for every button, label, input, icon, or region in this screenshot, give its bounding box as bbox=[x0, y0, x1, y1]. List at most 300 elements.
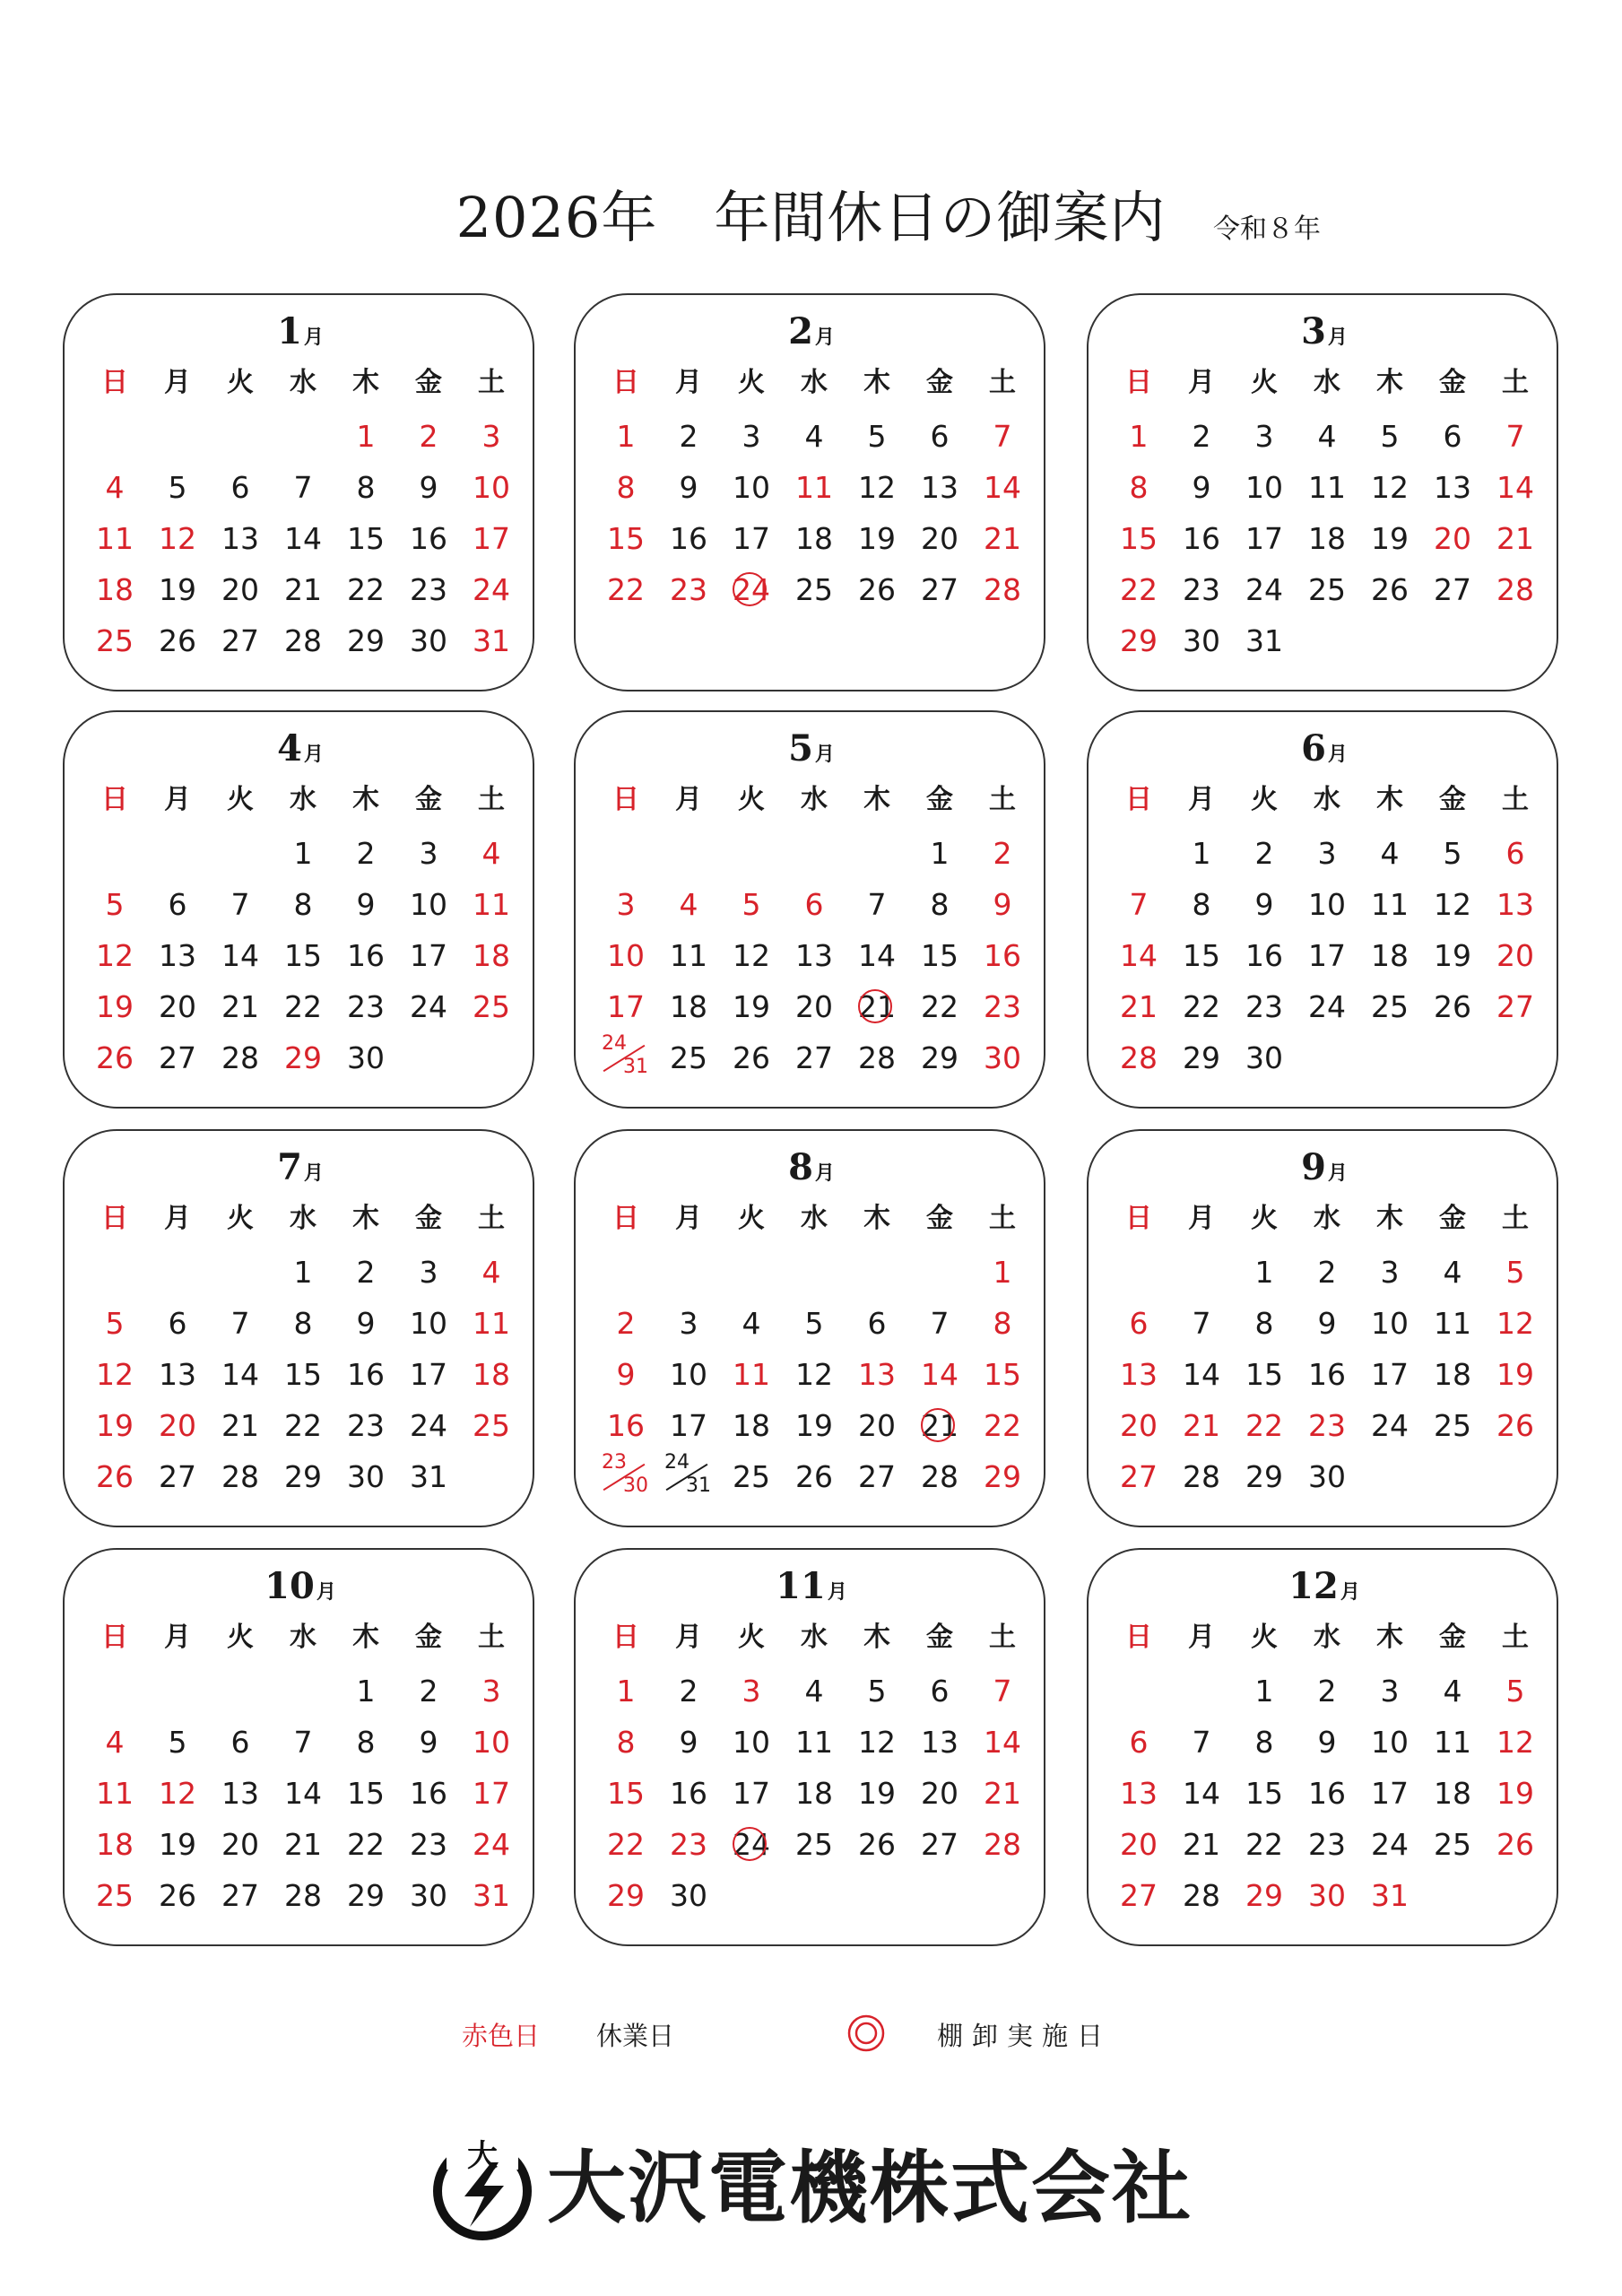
day-cell bbox=[460, 985, 523, 1030]
weekday-label: 火 bbox=[1251, 367, 1278, 398]
day-number: 22 bbox=[1245, 1827, 1283, 1862]
day-cell bbox=[657, 883, 720, 927]
day-cell bbox=[594, 414, 657, 459]
day-number: 20 bbox=[221, 572, 259, 607]
day-number: 4 bbox=[804, 1674, 824, 1709]
day-cell bbox=[272, 568, 334, 613]
day-cell bbox=[460, 1822, 523, 1867]
day-cell bbox=[397, 1455, 460, 1500]
month-suffix: 月 bbox=[1327, 326, 1348, 349]
weekday-header bbox=[83, 1620, 523, 1656]
day-number: 1 bbox=[1254, 1674, 1274, 1709]
day-cell bbox=[146, 883, 209, 927]
day-number: 8 bbox=[1192, 887, 1211, 922]
weekday-label: 金 bbox=[1439, 367, 1466, 398]
day-cell bbox=[1107, 1352, 1170, 1397]
day-number: 22 bbox=[1120, 572, 1158, 607]
day-cell bbox=[720, 985, 783, 1030]
day-number: 21 bbox=[1496, 521, 1534, 556]
day-number: 19 bbox=[858, 521, 896, 556]
weekday-label: 水 bbox=[801, 1622, 828, 1653]
day-number: 14 bbox=[221, 1357, 259, 1392]
day-number: 16 bbox=[1308, 1357, 1346, 1392]
day-cell bbox=[1170, 831, 1233, 876]
page-title: 2026年 年間休日の御案内 bbox=[455, 185, 1167, 250]
day-cell bbox=[1170, 619, 1233, 664]
day-number: 9 bbox=[616, 1357, 636, 1392]
day-number: 18 bbox=[96, 1827, 134, 1862]
weekday-header bbox=[1107, 782, 1547, 818]
day-number: 5 bbox=[168, 470, 187, 505]
weekday-label: 木 bbox=[1376, 784, 1403, 815]
day-cell bbox=[397, 1301, 460, 1346]
day-number: 3 bbox=[481, 1674, 501, 1709]
day-number: 13 bbox=[1120, 1776, 1158, 1811]
day-number: 22 bbox=[607, 1827, 645, 1862]
day-cell bbox=[1233, 568, 1296, 613]
day-number: 28 bbox=[1183, 1878, 1220, 1913]
day-cell bbox=[783, 414, 846, 459]
day-number: 5 bbox=[867, 1674, 887, 1709]
day-cell bbox=[334, 568, 397, 613]
company-footer bbox=[0, 2130, 1622, 2247]
day-number: 2 bbox=[419, 419, 438, 454]
day-cell bbox=[1296, 831, 1358, 876]
day-number: 7 bbox=[930, 1306, 950, 1341]
day-number: 25 bbox=[670, 1040, 707, 1075]
day-number: 4 bbox=[1380, 836, 1400, 871]
day-number: 6 bbox=[804, 887, 824, 922]
day-cell bbox=[846, 1822, 908, 1867]
day-number: 5 bbox=[168, 1725, 187, 1760]
day-cell bbox=[1107, 517, 1170, 561]
weekday-label: 月 bbox=[164, 367, 191, 398]
day-number: 29 bbox=[347, 623, 385, 658]
day-cell bbox=[846, 1669, 908, 1714]
day-number: 30 bbox=[410, 623, 447, 658]
day-number: 24 bbox=[410, 1408, 447, 1443]
day-cell bbox=[1107, 568, 1170, 613]
day-cell bbox=[83, 1720, 146, 1765]
day-cell bbox=[272, 1352, 334, 1397]
day-number: 31 bbox=[473, 1878, 510, 1913]
day-number: 9 bbox=[679, 470, 698, 505]
day-number: 2 bbox=[356, 836, 376, 871]
day-number: 13 bbox=[858, 1357, 896, 1392]
day-number: 25 bbox=[473, 989, 510, 1024]
day-cell bbox=[146, 1352, 209, 1397]
day-number: 20 bbox=[921, 1776, 958, 1811]
day-number: 23 bbox=[984, 989, 1021, 1024]
day-number: 23 bbox=[670, 1827, 707, 1862]
day-cell bbox=[1421, 1822, 1484, 1867]
day-cell bbox=[783, 1720, 846, 1765]
day-number: 29 bbox=[284, 1040, 322, 1075]
day-number: 18 bbox=[473, 1357, 510, 1392]
day-number: 27 bbox=[159, 1040, 196, 1075]
day-number: 30 bbox=[984, 1040, 1021, 1075]
day-number: 16 bbox=[670, 521, 707, 556]
day-cell bbox=[1107, 414, 1170, 459]
day-cell bbox=[783, 465, 846, 510]
day-cell bbox=[657, 414, 720, 459]
day-cell bbox=[1358, 1352, 1421, 1397]
day-number: 24 bbox=[1308, 989, 1346, 1024]
day-number: 26 bbox=[159, 623, 196, 658]
day-number: 10 bbox=[1245, 470, 1283, 505]
day-cell bbox=[908, 1822, 971, 1867]
split-day-upper: 23 bbox=[602, 1451, 627, 1474]
day-number: 29 bbox=[921, 1040, 958, 1075]
day-number: 19 bbox=[159, 572, 196, 607]
day-cell bbox=[1170, 568, 1233, 613]
day-cell bbox=[1107, 1771, 1170, 1816]
day-cell bbox=[1170, 1036, 1233, 1081]
day-cell bbox=[460, 414, 523, 459]
legend-inventory-text: 棚卸実施日 bbox=[937, 2021, 1113, 2051]
day-number: 10 bbox=[607, 938, 645, 973]
day-number: 11 bbox=[795, 470, 833, 505]
day-number: 23 bbox=[1183, 572, 1220, 607]
day-number: 28 bbox=[221, 1040, 259, 1075]
day-number: 4 bbox=[481, 836, 501, 871]
day-number: 3 bbox=[1380, 1674, 1400, 1709]
day-number: 8 bbox=[1254, 1725, 1274, 1760]
day-number: 14 bbox=[984, 470, 1021, 505]
day-number: 24 bbox=[1245, 572, 1283, 607]
weekday-label: 水 bbox=[801, 1203, 828, 1234]
day-number: 4 bbox=[1443, 1674, 1462, 1709]
day-number: 13 bbox=[1120, 1357, 1158, 1392]
day-number: 18 bbox=[795, 521, 833, 556]
day-number: 3 bbox=[481, 419, 501, 454]
day-cell bbox=[334, 1720, 397, 1765]
day-number: 27 bbox=[221, 623, 259, 658]
day-number: 13 bbox=[795, 938, 833, 973]
day-cell bbox=[1421, 414, 1484, 459]
day-cell bbox=[83, 1352, 146, 1397]
inventory-day-cell bbox=[720, 1822, 783, 1867]
day-cell bbox=[1358, 414, 1421, 459]
day-number: 31 bbox=[1245, 623, 1283, 658]
day-number: 25 bbox=[733, 1459, 770, 1494]
day-cell bbox=[272, 1455, 334, 1500]
day-number: 8 bbox=[356, 1725, 376, 1760]
day-cell bbox=[1296, 985, 1358, 1030]
month-number: 11 bbox=[776, 1565, 826, 1607]
day-cell bbox=[657, 934, 720, 978]
day-cell bbox=[657, 517, 720, 561]
day-cell bbox=[460, 619, 523, 664]
weekday-label: 木 bbox=[352, 367, 379, 398]
weekday-label: 日 bbox=[1125, 784, 1152, 815]
day-cell bbox=[397, 1352, 460, 1397]
day-cell bbox=[397, 619, 460, 664]
day-number: 12 bbox=[1496, 1306, 1534, 1341]
day-number: 21 bbox=[1183, 1827, 1220, 1862]
day-number: 18 bbox=[1308, 521, 1346, 556]
day-cell bbox=[1484, 831, 1547, 876]
day-number: 29 bbox=[284, 1459, 322, 1494]
day-number: 22 bbox=[284, 989, 322, 1024]
day-number: 6 bbox=[867, 1306, 887, 1341]
day-number: 18 bbox=[795, 1776, 833, 1811]
weekday-label: 日 bbox=[101, 367, 128, 398]
day-number: 23 bbox=[1308, 1408, 1346, 1443]
day-number: 9 bbox=[356, 887, 376, 922]
day-number: 15 bbox=[1120, 521, 1158, 556]
weekday-label: 火 bbox=[1251, 784, 1278, 815]
day-number: 28 bbox=[984, 572, 1021, 607]
day-number: 18 bbox=[1434, 1357, 1471, 1392]
day-cell bbox=[209, 568, 272, 613]
day-number: 28 bbox=[921, 1459, 958, 1494]
month-card bbox=[574, 293, 1045, 691]
day-number: 9 bbox=[1254, 887, 1274, 922]
month-suffix: 月 bbox=[303, 326, 324, 349]
day-number: 2 bbox=[1317, 1255, 1337, 1290]
day-cell bbox=[272, 1822, 334, 1867]
day-cell bbox=[209, 1036, 272, 1081]
day-number: 20 bbox=[858, 1408, 896, 1443]
day-number: 9 bbox=[1317, 1725, 1337, 1760]
day-number: 19 bbox=[795, 1408, 833, 1443]
day-cell bbox=[1484, 1822, 1547, 1867]
day-number: 21 bbox=[1183, 1408, 1220, 1443]
day-cell bbox=[146, 934, 209, 978]
day-cell bbox=[1170, 517, 1233, 561]
day-number: 18 bbox=[473, 938, 510, 973]
weekday-label: 金 bbox=[926, 784, 953, 815]
day-number: 9 bbox=[419, 470, 438, 505]
day-cell bbox=[1233, 985, 1296, 1030]
weekday-header bbox=[1107, 365, 1547, 401]
day-cell bbox=[1296, 414, 1358, 459]
day-number: 17 bbox=[733, 521, 770, 556]
day-cell bbox=[908, 1669, 971, 1714]
weekday-label: 水 bbox=[1314, 784, 1340, 815]
day-number: 15 bbox=[1183, 938, 1220, 973]
day-cell bbox=[272, 934, 334, 978]
day-number: 9 bbox=[993, 887, 1012, 922]
day-cell bbox=[1358, 1771, 1421, 1816]
month-title bbox=[576, 1145, 1047, 1196]
day-cell bbox=[1421, 1669, 1484, 1714]
day-cell bbox=[146, 1036, 209, 1081]
day-cell bbox=[1296, 1822, 1358, 1867]
day-cell bbox=[83, 619, 146, 664]
day-cell bbox=[720, 517, 783, 561]
month-title bbox=[1089, 1564, 1560, 1614]
day-number: 2 bbox=[679, 419, 698, 454]
weekday-label: 木 bbox=[1376, 1622, 1403, 1653]
weekday-label: 土 bbox=[989, 367, 1016, 398]
month-number: 12 bbox=[1288, 1565, 1339, 1607]
month-suffix: 月 bbox=[316, 1580, 336, 1604]
day-cell bbox=[1296, 568, 1358, 613]
day-cell bbox=[1107, 1822, 1170, 1867]
day-cell bbox=[846, 1720, 908, 1765]
day-cell bbox=[397, 568, 460, 613]
month-card bbox=[63, 1129, 534, 1527]
day-cell bbox=[83, 883, 146, 927]
day-number: 27 bbox=[1496, 989, 1534, 1024]
day-number: 12 bbox=[159, 1776, 196, 1811]
month-title bbox=[576, 1564, 1047, 1614]
day-number: 11 bbox=[733, 1357, 770, 1392]
day-number: 11 bbox=[96, 1776, 134, 1811]
weekday-label: 水 bbox=[290, 367, 317, 398]
day-cell bbox=[1484, 883, 1547, 927]
day-cell bbox=[209, 619, 272, 664]
day-cell bbox=[971, 465, 1034, 510]
day-cell bbox=[1421, 517, 1484, 561]
day-cell bbox=[594, 465, 657, 510]
day-number: 7 bbox=[993, 419, 1012, 454]
day-number: 14 bbox=[221, 938, 259, 973]
day-cell bbox=[460, 1352, 523, 1397]
day-number: 15 bbox=[1245, 1776, 1283, 1811]
day-cell bbox=[657, 1404, 720, 1448]
day-cell bbox=[272, 465, 334, 510]
day-cell bbox=[594, 1720, 657, 1765]
day-number: 9 bbox=[356, 1306, 376, 1341]
day-number: 6 bbox=[230, 470, 250, 505]
day-number: 25 bbox=[1434, 1408, 1471, 1443]
day-number: 5 bbox=[105, 1306, 125, 1341]
day-number: 26 bbox=[733, 1040, 770, 1075]
weekday-label: 土 bbox=[478, 367, 505, 398]
day-cell bbox=[1233, 619, 1296, 664]
day-number: 12 bbox=[733, 938, 770, 973]
day-number: 4 bbox=[481, 1255, 501, 1290]
day-number: 26 bbox=[858, 1827, 896, 1862]
day-cell bbox=[334, 1301, 397, 1346]
day-cell bbox=[209, 1720, 272, 1765]
day-cell bbox=[908, 934, 971, 978]
day-number: 12 bbox=[96, 1357, 134, 1392]
day-number: 1 bbox=[993, 1255, 1012, 1290]
weekday-label: 木 bbox=[1376, 1203, 1403, 1234]
weekday-label: 水 bbox=[290, 1203, 317, 1234]
day-number: 9 bbox=[419, 1725, 438, 1760]
weekday-label: 金 bbox=[1439, 1203, 1466, 1234]
day-cell bbox=[657, 1771, 720, 1816]
day-number: 12 bbox=[795, 1357, 833, 1392]
weekday-label: 日 bbox=[612, 1203, 639, 1234]
weekday-label: 木 bbox=[863, 367, 890, 398]
day-cell bbox=[846, 1771, 908, 1816]
day-number: 17 bbox=[410, 938, 447, 973]
day-number: 26 bbox=[795, 1459, 833, 1494]
weekday-label: 日 bbox=[612, 784, 639, 815]
day-cell bbox=[1233, 1352, 1296, 1397]
weekday-label: 金 bbox=[415, 367, 442, 398]
day-cell bbox=[1107, 1874, 1170, 1918]
day-number: 4 bbox=[804, 419, 824, 454]
day-number: 21 bbox=[921, 1408, 958, 1443]
month-card bbox=[574, 1129, 1045, 1527]
day-number: 9 bbox=[1317, 1306, 1337, 1341]
day-number: 21 bbox=[858, 989, 896, 1024]
weekday-label: 月 bbox=[1188, 367, 1215, 398]
day-cell bbox=[720, 934, 783, 978]
day-number: 22 bbox=[921, 989, 958, 1024]
day-cell bbox=[334, 465, 397, 510]
day-number: 27 bbox=[221, 1878, 259, 1913]
weekday-label: 土 bbox=[1502, 367, 1529, 398]
day-number: 3 bbox=[1254, 419, 1274, 454]
weekday-label: 金 bbox=[926, 1622, 953, 1653]
day-cell bbox=[657, 985, 720, 1030]
day-cell bbox=[1233, 934, 1296, 978]
weekday-label: 月 bbox=[1188, 784, 1215, 815]
day-number: 26 bbox=[858, 572, 896, 607]
day-number: 10 bbox=[473, 1725, 510, 1760]
day-number: 5 bbox=[804, 1306, 824, 1341]
day-cell bbox=[971, 1036, 1034, 1081]
weekday-label: 木 bbox=[1376, 367, 1403, 398]
day-cell bbox=[783, 1455, 846, 1500]
weekday-label: 日 bbox=[612, 1622, 639, 1653]
day-cell bbox=[846, 414, 908, 459]
month-suffix: 月 bbox=[303, 1161, 324, 1185]
legend-holiday-text: 休業日 bbox=[596, 2021, 675, 2051]
day-number: 28 bbox=[284, 1878, 322, 1913]
day-cell bbox=[460, 934, 523, 978]
day-cell bbox=[1296, 1352, 1358, 1397]
day-cell bbox=[397, 1404, 460, 1448]
day-cell bbox=[1107, 619, 1170, 664]
day-number: 20 bbox=[1120, 1408, 1158, 1443]
day-cell bbox=[1421, 883, 1484, 927]
day-cell bbox=[594, 985, 657, 1030]
day-cell bbox=[272, 1250, 334, 1295]
day-number: 2 bbox=[1317, 1674, 1337, 1709]
day-cell bbox=[397, 465, 460, 510]
day-cell bbox=[971, 1455, 1034, 1500]
day-cell bbox=[971, 1669, 1034, 1714]
month-suffix: 月 bbox=[303, 743, 324, 766]
day-cell bbox=[460, 831, 523, 876]
day-cell bbox=[460, 1301, 523, 1346]
day-number: 29 bbox=[984, 1459, 1021, 1494]
day-cell bbox=[1484, 517, 1547, 561]
weekday-label: 水 bbox=[1314, 1203, 1340, 1234]
day-number: 1 bbox=[356, 1674, 376, 1709]
day-number: 24 bbox=[1371, 1408, 1409, 1443]
month-number: 1 bbox=[277, 310, 302, 352]
day-cell bbox=[594, 1301, 657, 1346]
day-cell bbox=[1296, 1669, 1358, 1714]
day-number: 25 bbox=[1308, 572, 1346, 607]
day-cell bbox=[908, 883, 971, 927]
day-number: 12 bbox=[858, 1725, 896, 1760]
day-cell bbox=[272, 1404, 334, 1448]
weekday-label: 月 bbox=[675, 1622, 702, 1653]
day-cell bbox=[594, 1822, 657, 1867]
day-cell bbox=[1358, 1404, 1421, 1448]
day-cell bbox=[1170, 1720, 1233, 1765]
day-cell bbox=[334, 1352, 397, 1397]
day-cell bbox=[1358, 517, 1421, 561]
day-number: 15 bbox=[284, 1357, 322, 1392]
weekday-label: 木 bbox=[863, 1203, 890, 1234]
day-number: 6 bbox=[930, 1674, 950, 1709]
day-cell bbox=[1358, 831, 1421, 876]
day-cell bbox=[1296, 1404, 1358, 1448]
month-title bbox=[1089, 309, 1560, 360]
